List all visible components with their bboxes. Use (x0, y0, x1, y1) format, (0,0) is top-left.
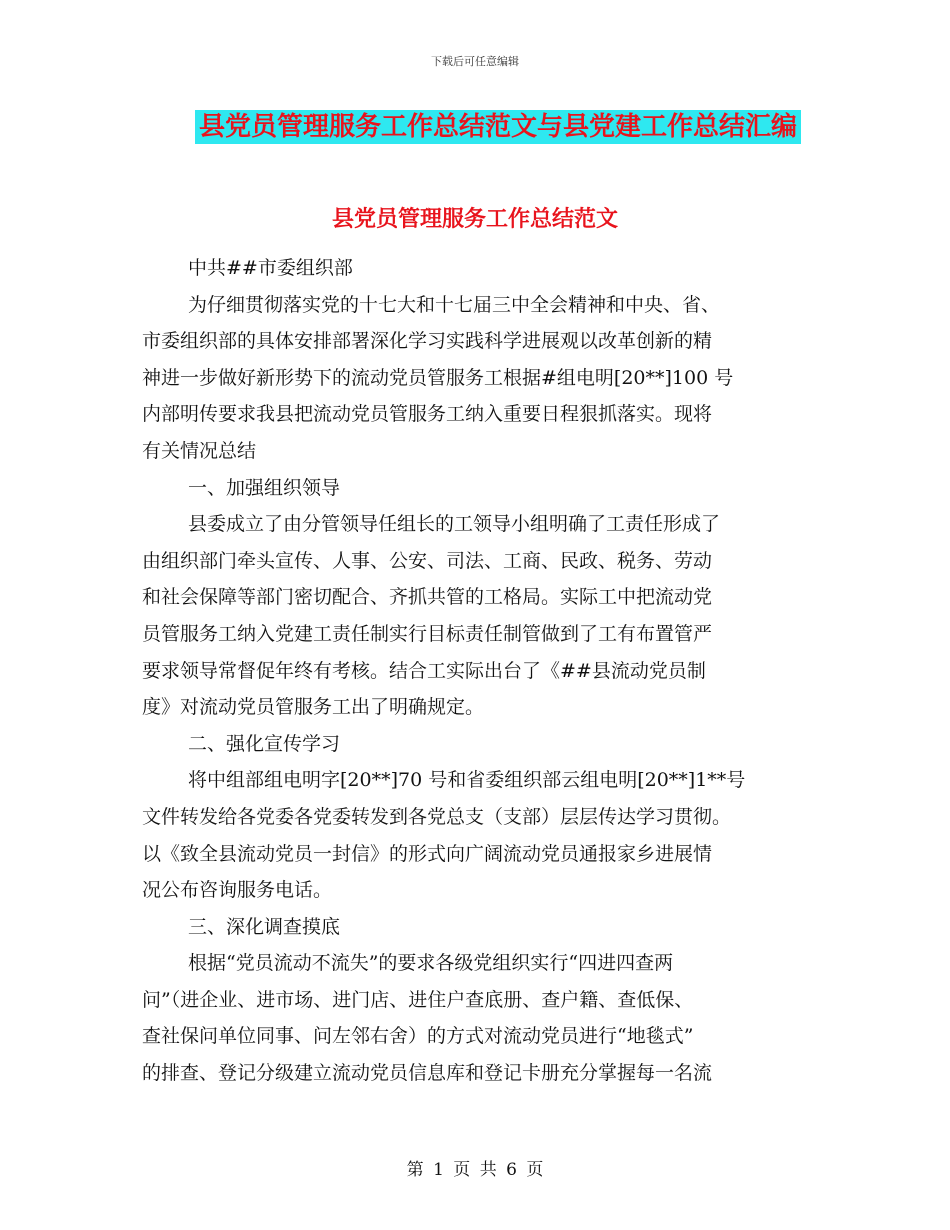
paragraph-line: 度》对流动党员管服务工出了明确规定。 (142, 696, 485, 719)
paragraph-line: 问”（进企业、进市场、进门店、进住户查底册、查户籍、查低保、 (142, 988, 694, 1011)
paragraph-line: 市委组织部的具体安排部署深化学习实践科学进展观以改革创新的精 (142, 330, 713, 353)
paragraph-line: 员管服务工纳入党建工责任制实行目标责任制管做到了工有布置管严 (142, 622, 713, 645)
section-heading: 二、强化宣传学习 (188, 732, 341, 755)
paragraph-line: 文件转发给各党委各党委转发到各党总支（支部）层层传达学习贯彻。 (142, 805, 732, 828)
paragraph-line: 县委成立了由分管领导任组长的工领导小组明确了工责任形成了 (188, 513, 721, 536)
document-body (142, 250, 814, 1092)
sub-title: 县党员管理服务工作总结范文 (331, 207, 618, 232)
paragraph-line: 的排查、登记分级建立流动党员信息库和登记卡册充分掌握每一名流 (142, 1062, 713, 1085)
paragraph-line: 根据“党员流动不流失”的要求各级党组织实行“四进四查两 (188, 952, 674, 975)
paragraph-line: 神进一步做好新形势下的流动党员管服务工根据#组电明[20**]100 号 (142, 366, 734, 389)
header-note: 下载后可任意编辑 (431, 55, 519, 68)
paragraph-line: 将中组部组电明字[20**]70 号和省委组织部云组电明[20**]1**号 (188, 769, 746, 792)
paragraph-line: 内部明传要求我县把流动党员管服务工纳入重要日程狠抓落实。现将 (142, 403, 713, 426)
page-number-footer: 第 1 页 共 6 页 (406, 1160, 544, 1180)
main-title: 县党员管理服务工作总结范文与县党建工作总结汇编 (195, 110, 801, 144)
paragraph-line: 有关情况总结 (142, 439, 257, 462)
paragraph-line: 况公布咨询服务电话。 (142, 879, 333, 902)
paragraph-line: 以《致全县流动党员一封信》的形式向广阔流动党员通报家乡进展情 (142, 842, 713, 865)
paragraph-line: 为仔细贯彻落实党的十七大和十七届三中全会精神和中央、省、 (188, 293, 721, 316)
paragraph-line: 查社保问单位同事、问左邻右舍）的方式对流动党员进行“地毯式” (142, 1025, 694, 1048)
section-heading: 一、加强组织领导 (188, 476, 341, 499)
paragraph-line: 和社会保障等部门密切配合、齐抓共管的工格局。实际工中把流动党 (142, 586, 713, 609)
paragraph-line: 中共##市委组织部 (188, 257, 353, 279)
paragraph-line: 由组织部门牵头宣传、人事、公安、司法、工商、民政、税务、劳动 (142, 549, 713, 572)
paragraph-line: 要求领导常督促年终有考核。结合工实际出台了《##县流动党员制 (142, 659, 706, 682)
section-heading: 三、深化调查摸底 (188, 915, 341, 938)
